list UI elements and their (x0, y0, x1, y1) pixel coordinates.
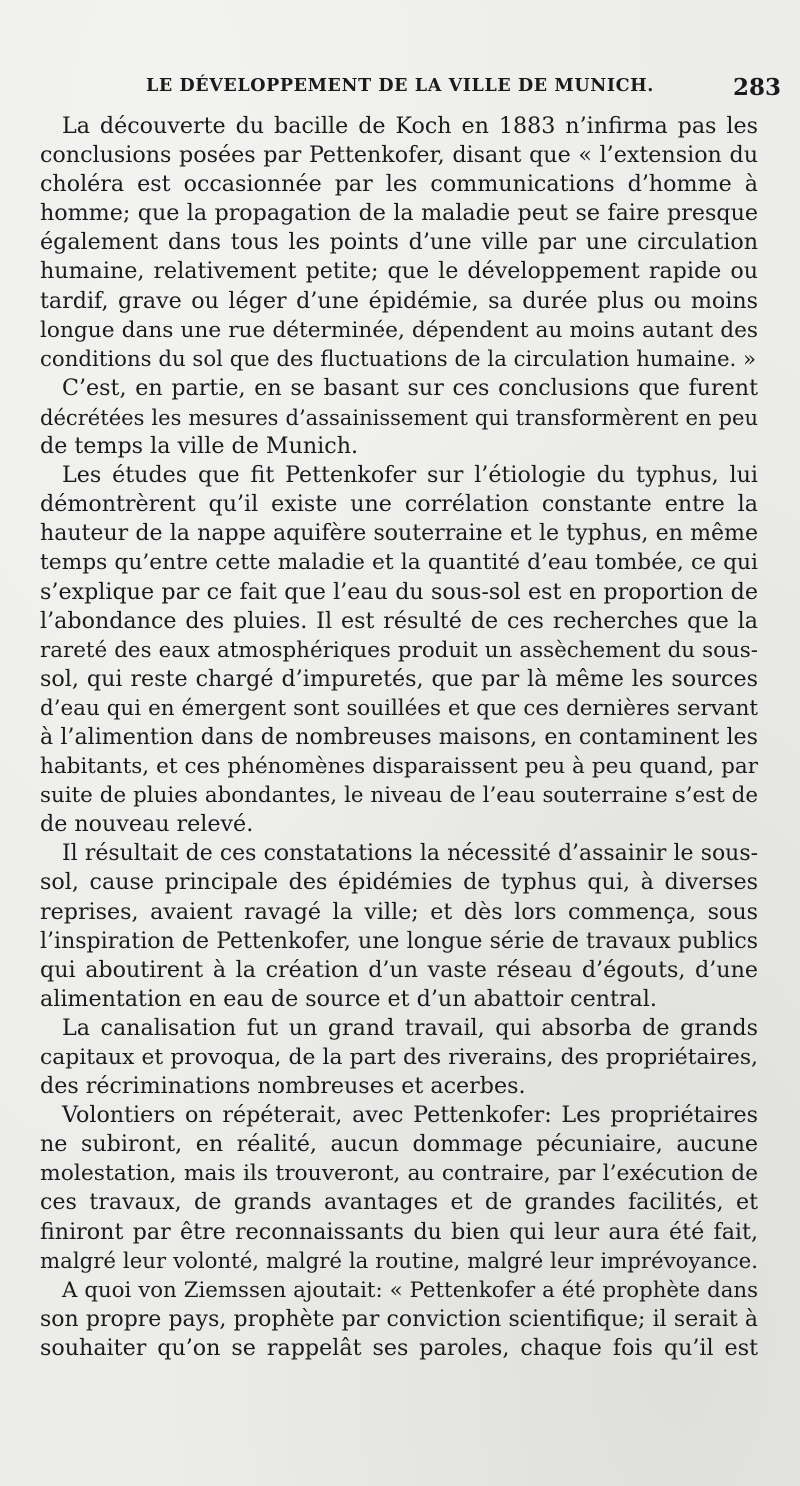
text-line: malgré leur volonté, malgré la routine, malgré leur imprévoyance. (40, 1248, 758, 1274)
text-line: hauteur de la nappe aquifère souterraine et le typhus, en même (40, 521, 758, 547)
text-line: des récriminations nombreuses et acerbes. (40, 1073, 526, 1100)
text-line: de nouveau relevé. (40, 811, 254, 838)
text-line: longue dans une rue déterminée, dépendent au moins autant des (40, 317, 758, 343)
text-line: Volontiers on répéterait, avec Pettenkofer: Les propriétaires (62, 1102, 758, 1129)
text-line: ces travaux, de grands avantages et de grandes facilités, et (40, 1189, 758, 1216)
running-head (40, 74, 785, 104)
text-line: démontrèrent qu’il existe une corrélation constante entre la (40, 491, 758, 518)
text-line: Il résultait de ces constatations la nécessité d’assainir le sous- (62, 841, 758, 867)
text-line: habitants, et ces phénomènes disparaissent peu à peu quand, par (40, 754, 758, 780)
running-title: LE DÉVELOPPEMENT DE LA VILLE DE MUNICH. (146, 76, 654, 96)
text-line: A quoi von Ziemssen ajoutait: « Pettenkofer a été prophète dans (62, 1277, 758, 1303)
text-line: sol, cause principale des épidémies de typhus qui, à diverses (40, 869, 758, 896)
text-line: homme; que la propagation de la maladie peut se faire presque (40, 200, 758, 227)
text-line: l’abondance des pluies. Il est résulté de ces recherches que la (40, 607, 758, 634)
text-line: molestation, mais ils trouveront, au contraire, par l’exécution de (40, 1161, 758, 1187)
text-line: tardif, grave ou léger d’une épidémie, sa durée plus ou moins (40, 287, 758, 314)
text-line: conditions du sol que des fluctuations de la circulation humaine. » (40, 346, 757, 372)
text-line: conclusions posées par Pettenkofer, disant que « l’extension du (40, 142, 758, 169)
text-line: sol, qui reste chargé d’impuretés, que par là même les sources (40, 665, 758, 692)
text-line: Les études que fit Pettenkofer sur l’étiologie du typhus, lui (62, 462, 758, 489)
text-line: souhaiter qu’on se rappelât ses paroles, chaque fois qu’il est (40, 1334, 758, 1361)
text-line: l’inspiration de Pettenkofer, une longue série de travaux publics (40, 928, 758, 954)
text-line: d’eau qui en émergent sont souillées et que ces dernières servant (40, 695, 758, 721)
text-line: s’explique par ce fait que l’eau du sous-sol est en proportion de (40, 578, 758, 605)
text-line: décrétées les mesures d’assainissement qui transformèrent en peu (40, 404, 758, 430)
text-line: reprises, avaient ravagé la ville; et dès lors commença, sous (40, 898, 758, 925)
page-number: 283 (732, 74, 781, 101)
text-line: ne subiront, en réalité, aucun dommage pécuniaire, aucune (40, 1131, 758, 1158)
text-line: suite de pluies abondantes, le niveau de l’eau souterraine s’est de (40, 783, 758, 809)
text-line: de temps la ville de Munich. (40, 433, 359, 460)
text-line: choléra est occasionnée par les communications d’homme à (40, 171, 758, 198)
text-line: qui aboutirent à la création d’un vaste réseau d’égouts, d’une (40, 956, 758, 983)
body-text (40, 112, 758, 1363)
text-line: temps qu’entre cette maladie et la quantité d’eau tombée, ce qui (40, 550, 758, 576)
text-line: La découverte du bacille de Koch en 1883 n’infirma pas les (62, 113, 758, 139)
text-line: également dans tous les points d’une ville par une circulation (40, 229, 758, 256)
text-line: finiront par être reconnaissants du bien qui leur aura été fait, (40, 1218, 758, 1245)
text-line: C’est, en partie, en se basant sur ces conclusions que furent (62, 374, 758, 401)
text-line: La canalisation fut un grand travail, qui absorba de grands (62, 1014, 758, 1041)
text-line: alimentation en eau de source et d’un abattoir central. (40, 985, 657, 1012)
text-line: son propre pays, prophète par conviction scientifique; il serait à (40, 1306, 758, 1332)
text-line: rareté des eaux atmosphériques produit un assèchement du sous- (40, 637, 758, 663)
text-line: humaine, relativement petite; que le développement rapide ou (40, 258, 758, 285)
text-line: à l’alimention dans de nombreuses maisons, en contaminent les (40, 723, 758, 750)
text-line: capitaux et provoqua, de la part des riverains, des propriétaires, (40, 1045, 758, 1070)
